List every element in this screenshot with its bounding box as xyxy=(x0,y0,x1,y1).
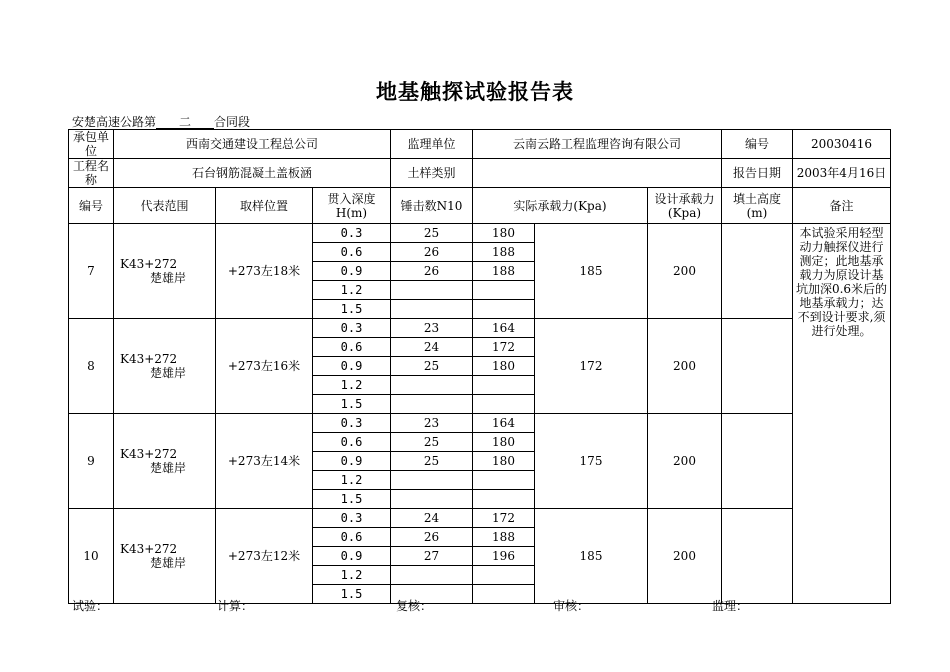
bearing-cell xyxy=(473,281,535,300)
group-location: +273左16米 xyxy=(216,319,313,414)
group-location: +273左12米 xyxy=(216,509,313,604)
project-value: 石台钢筋混凝土盖板涵 xyxy=(114,159,391,188)
blows-cell: 26 xyxy=(391,528,473,547)
blows-cell: 27 xyxy=(391,547,473,566)
contract-segment-line xyxy=(72,113,250,130)
contractor-label: 承包单位 xyxy=(69,130,114,159)
blows-cell: 23 xyxy=(391,319,473,338)
range-station: K43+272 xyxy=(120,257,178,271)
depth-cell: 1.2 xyxy=(313,471,391,490)
info-row-2 xyxy=(69,159,891,188)
project-label: 工程名称 xyxy=(69,159,114,188)
range-side: 楚雄岸 xyxy=(150,461,187,475)
depth-header-l2: H(m) xyxy=(335,205,368,220)
group-range xyxy=(114,224,216,319)
fill-header-l1: 填土高度 xyxy=(732,191,781,206)
bearing-cell: 188 xyxy=(473,262,535,281)
range-station: K43+272 xyxy=(120,352,178,366)
blows-cell: 25 xyxy=(391,224,473,243)
depth-cell: 0.3 xyxy=(313,319,391,338)
group-fill-height xyxy=(722,414,793,509)
depth-cell: 0.6 xyxy=(313,243,391,262)
col-design-header: 设计承载力(Kpa) xyxy=(648,188,722,224)
depth-cell: 1.2 xyxy=(313,566,391,585)
footer-review: 审核： xyxy=(553,599,590,613)
blows-cell xyxy=(391,395,473,414)
range-side: 楚雄岸 xyxy=(150,366,187,380)
bearing-cell: 180 xyxy=(473,224,535,243)
depth-cell: 1.5 xyxy=(313,395,391,414)
bearing-cell: 196 xyxy=(473,547,535,566)
col-range-header: 代表范围 xyxy=(114,188,216,224)
blows-cell xyxy=(391,281,473,300)
bearing-cell xyxy=(473,376,535,395)
footer-test: 试验： xyxy=(72,599,109,613)
group-design-bearing: 200 xyxy=(648,414,722,509)
depth-cell: 1.2 xyxy=(313,376,391,395)
segment-number: 二 xyxy=(156,116,214,129)
contractor-value: 西南交通建设工程总公司 xyxy=(114,130,391,159)
remarks-cell: 本试验采用轻型动力触探仪进行测定；此地基承载力为原设计基坑加深0.6米后的地基承载力；达不到设计要求,须进行处理。 xyxy=(793,224,891,604)
group-design-bearing: 200 xyxy=(648,319,722,414)
range-side: 楚雄岸 xyxy=(150,556,187,570)
footer-recheck: 复核： xyxy=(396,599,433,613)
depth-cell: 0.9 xyxy=(313,262,391,281)
blows-cell: 26 xyxy=(391,262,473,281)
blows-cell: 24 xyxy=(391,509,473,528)
signature-footer xyxy=(72,597,872,611)
blows-cell: 25 xyxy=(391,452,473,471)
soil-type-label: 土样类别 xyxy=(391,159,473,188)
blows-cell: 25 xyxy=(391,433,473,452)
page-title: 地基触探试验报告表 xyxy=(376,79,574,104)
report-date-value: 2003年4月16日 xyxy=(793,159,891,188)
col-depth-header xyxy=(313,188,391,224)
depth-cell: 0.3 xyxy=(313,414,391,433)
depth-cell: 0.3 xyxy=(313,224,391,243)
footer-calc: 计算： xyxy=(217,599,254,613)
bearing-cell: 172 xyxy=(473,338,535,357)
range-station: K43+272 xyxy=(120,447,178,461)
table-row xyxy=(69,224,891,243)
group-location: +273左14米 xyxy=(216,414,313,509)
blows-cell: 23 xyxy=(391,414,473,433)
group-fill-height xyxy=(722,509,793,604)
depth-cell: 0.9 xyxy=(313,357,391,376)
group-range xyxy=(114,319,216,414)
group-actual-bearing: 172 xyxy=(535,319,648,414)
blows-cell xyxy=(391,566,473,585)
blows-cell xyxy=(391,376,473,395)
range-side: 楚雄岸 xyxy=(150,271,187,285)
bearing-cell xyxy=(473,490,535,509)
group-design-bearing: 200 xyxy=(648,224,722,319)
bearing-cell: 180 xyxy=(473,357,535,376)
col-blows-header: 锤击数N10 xyxy=(391,188,473,224)
bearing-cell: 164 xyxy=(473,414,535,433)
blows-cell xyxy=(391,490,473,509)
bearing-cell xyxy=(473,395,535,414)
blows-cell: 25 xyxy=(391,357,473,376)
depth-cell: 1.2 xyxy=(313,281,391,300)
bearing-cell: 180 xyxy=(473,452,535,471)
report-number-label: 编号 xyxy=(722,130,793,159)
col-fill-header xyxy=(722,188,793,224)
blows-cell: 24 xyxy=(391,338,473,357)
bearing-cell xyxy=(473,566,535,585)
blows-cell xyxy=(391,300,473,319)
depth-cell: 0.9 xyxy=(313,547,391,566)
group-id: 10 xyxy=(69,509,114,604)
group-design-bearing: 200 xyxy=(648,509,722,604)
col-location-header: 取样位置 xyxy=(216,188,313,224)
group-id: 7 xyxy=(69,224,114,319)
report-number-value: 20030416 xyxy=(793,130,891,159)
group-fill-height xyxy=(722,224,793,319)
subtitle-suffix: 合同段 xyxy=(214,115,251,129)
range-station: K43+272 xyxy=(120,542,178,556)
depth-cell: 0.3 xyxy=(313,509,391,528)
report-date-label: 报告日期 xyxy=(722,159,793,188)
group-id: 8 xyxy=(69,319,114,414)
info-row-1 xyxy=(69,130,891,159)
bearing-cell: 164 xyxy=(473,319,535,338)
table-row xyxy=(69,509,891,528)
depth-cell: 1.5 xyxy=(313,300,391,319)
supervisor-value: 云南云路工程监理咨询有限公司 xyxy=(473,130,722,159)
footer-supervise: 监理： xyxy=(712,599,749,613)
group-actual-bearing: 185 xyxy=(535,509,648,604)
blows-cell xyxy=(391,471,473,490)
depth-cell: 0.9 xyxy=(313,452,391,471)
bearing-cell xyxy=(473,300,535,319)
depth-header-l1: 贯入深度 xyxy=(327,191,376,206)
group-actual-bearing: 175 xyxy=(535,414,648,509)
bearing-cell: 180 xyxy=(473,433,535,452)
col-id-header: 编号 xyxy=(69,188,114,224)
supervisor-label: 监理单位 xyxy=(391,130,473,159)
group-fill-height xyxy=(722,319,793,414)
fill-header-l2: (m) xyxy=(746,205,768,220)
group-range xyxy=(114,509,216,604)
depth-cell: 1.5 xyxy=(313,585,391,604)
depth-cell: 1.5 xyxy=(313,490,391,509)
group-id: 9 xyxy=(69,414,114,509)
subtitle-prefix: 安楚高速公路第 xyxy=(72,115,157,129)
group-range xyxy=(114,414,216,509)
column-header-row xyxy=(69,188,891,224)
col-note-header: 备注 xyxy=(793,188,891,224)
bearing-cell: 188 xyxy=(473,528,535,547)
group-location: +273左18米 xyxy=(216,224,313,319)
soil-type-value xyxy=(473,159,722,188)
col-actual-header: 实际承载力(Kpa) xyxy=(473,188,648,224)
group-actual-bearing: 185 xyxy=(535,224,648,319)
bearing-cell: 188 xyxy=(473,243,535,262)
depth-cell: 0.6 xyxy=(313,528,391,547)
bearing-cell xyxy=(473,471,535,490)
table-row xyxy=(69,414,891,433)
depth-cell: 0.6 xyxy=(313,433,391,452)
report-table xyxy=(68,129,891,604)
table-row xyxy=(69,319,891,338)
bearing-cell: 172 xyxy=(473,509,535,528)
depth-cell: 0.6 xyxy=(313,338,391,357)
blows-cell: 26 xyxy=(391,243,473,262)
